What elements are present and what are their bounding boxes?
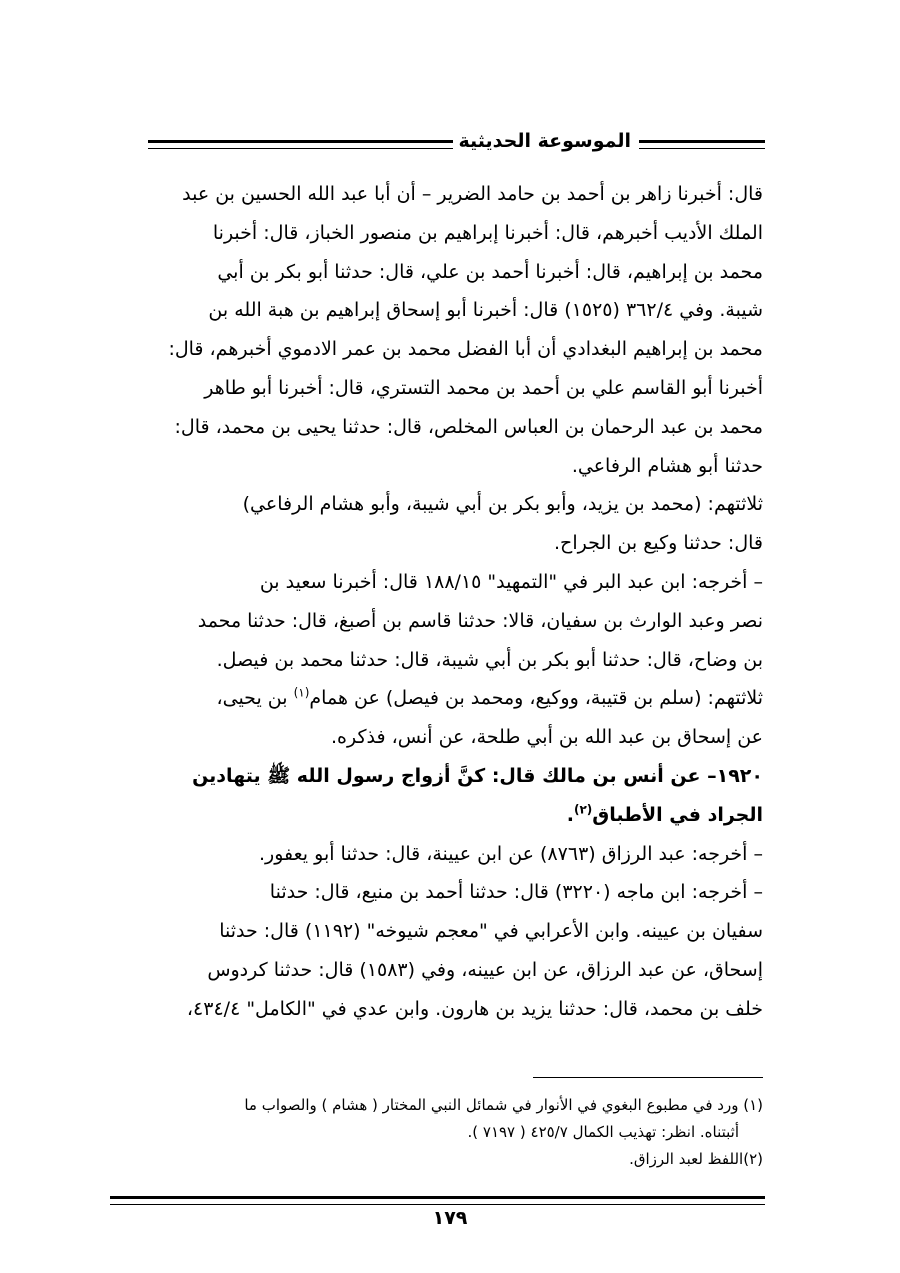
running-header <box>148 128 765 154</box>
hadith-heading-cont <box>150 796 763 835</box>
text-line: الملك الأديب أخبرهم، قال: أخبرنا إبراهيم بن منصور الخباز، قال: أخبرنا <box>212 221 763 244</box>
text-line: عن إسحاق بن عبد الله بن أبي طلحة، عن أنس، فذكره. <box>331 726 763 749</box>
footnote-separator <box>533 1077 763 1078</box>
page-number: ١٧٩ <box>432 1207 468 1229</box>
footnote-1-cont: أثبتناه. انظر: تهذيب الكمال ٤٢٥/٧ ( ٧١٩٧ ). <box>467 1123 739 1141</box>
text-line: قال: حدثنا وكيع بن الجراح. <box>554 532 763 555</box>
text-line: – أخرجه: ابن ماجه (٣٢٢٠) قال: حدثنا أحمد بن منيع، قال: حدثنا <box>269 881 763 904</box>
bottom-rule <box>110 1196 765 1205</box>
text-line: أخبرنا أبو القاسم علي بن أحمد بن محمد التستري، قال: أخبرنا أبو طاهر <box>204 376 763 399</box>
main-text <box>150 175 763 1029</box>
footnote-ref-1[interactable]: (١) <box>293 686 310 701</box>
text-line: محمد بن إبراهيم، قال: أخبرنا أحمد بن علي، قال: حدثنا أبو بكر بن أبي <box>217 260 763 283</box>
footnotes <box>150 1092 763 1173</box>
text-line: محمد بن عبد الرحمان بن العباس المخلص، قال: حدثنا يحيى بن محمد، قال: <box>174 415 763 438</box>
text-span: بن يحيى، <box>216 687 294 710</box>
footnote-ref-2[interactable]: (٢) <box>573 802 593 817</box>
footnote-1: (١) ورد في مطبوع البغوي في الأنوار في شمائل النبي المختار ( هشام ) والصواب ما <box>244 1096 763 1114</box>
text-span: ثلاثتهم: (سلم بن قتيبة، ووكيع، ومحمد بن فيصل) عن همام <box>309 687 763 710</box>
text-span: . <box>566 803 574 826</box>
text-line: إسحاق، عن عبد الرزاق، عن ابن عيينه، وفي (١٥٨٣) قال: حدثنا كردوس <box>207 958 763 981</box>
header-title: الموسوعة الحديثية <box>453 128 638 154</box>
text-line: سفيان بن عيينه. وابن الأعرابي في "معجم شيوخه" (١١٩٢) قال: حدثنا <box>219 920 763 943</box>
text-line-with-footnote <box>150 679 763 718</box>
text-span: الجراد في الأطباق <box>592 803 763 826</box>
footnote-2: (٢)اللفظ لعبد الرزاق. <box>629 1150 763 1168</box>
text-line: نصر وعبد الوارث بن سفيان، قالا: حدثنا قاسم بن أصبغ، قال: حدثنا محمد <box>197 609 763 632</box>
text-line: قال: أخبرنا زاهر بن أحمد بن حامد الضرير – أن أبا عبد الله الحسين بن عبد <box>182 183 763 205</box>
text-line: محمد بن إبراهيم البغدادي أن أبا الفضل محمد بن عمر الادموي أخبرهم، قال: <box>168 338 763 361</box>
text-line: – أخرجه: ابن عبد البر في "التمهيد" ١٨٨/١٥ قال: أخبرنا سعيد بن <box>259 570 763 593</box>
header-rule-left <box>148 140 487 149</box>
text-line: حدثنا أبو هشام الرفاعي. <box>571 454 763 477</box>
hadith-heading: ١٩٢٠– عن أنس بن مالك قال: كنَّ أزواج رسول الله ﷺ يتهادين <box>192 764 763 787</box>
text-line: شيبة. وفي ٣٦٢/٤ (١٥٢٥) قال: أخبرنا أبو إسحاق إبراهيم بن هبة الله بن <box>208 299 763 322</box>
header-rule-right <box>639 140 765 149</box>
text-line: ثلاثتهم: (محمد بن يزيد، وأبو بكر بن أبي شيبة، وأبو هشام الرفاعي) <box>242 493 763 516</box>
text-line: – أخرجه: عبد الرزاق (٨٧٦٣) عن ابن عيينة، قال: حدثنا أبو يعفور. <box>259 842 763 865</box>
text-line: بن وضاح، قال: حدثنا أبو بكر بن أبي شيبة، قال: حدثنا محمد بن فيصل. <box>216 648 763 671</box>
text-line: خلف بن محمد، قال: حدثنا يزيد بن هارون. وابن عدي في "الكامل" ٤٣٤/٤، <box>186 997 763 1020</box>
